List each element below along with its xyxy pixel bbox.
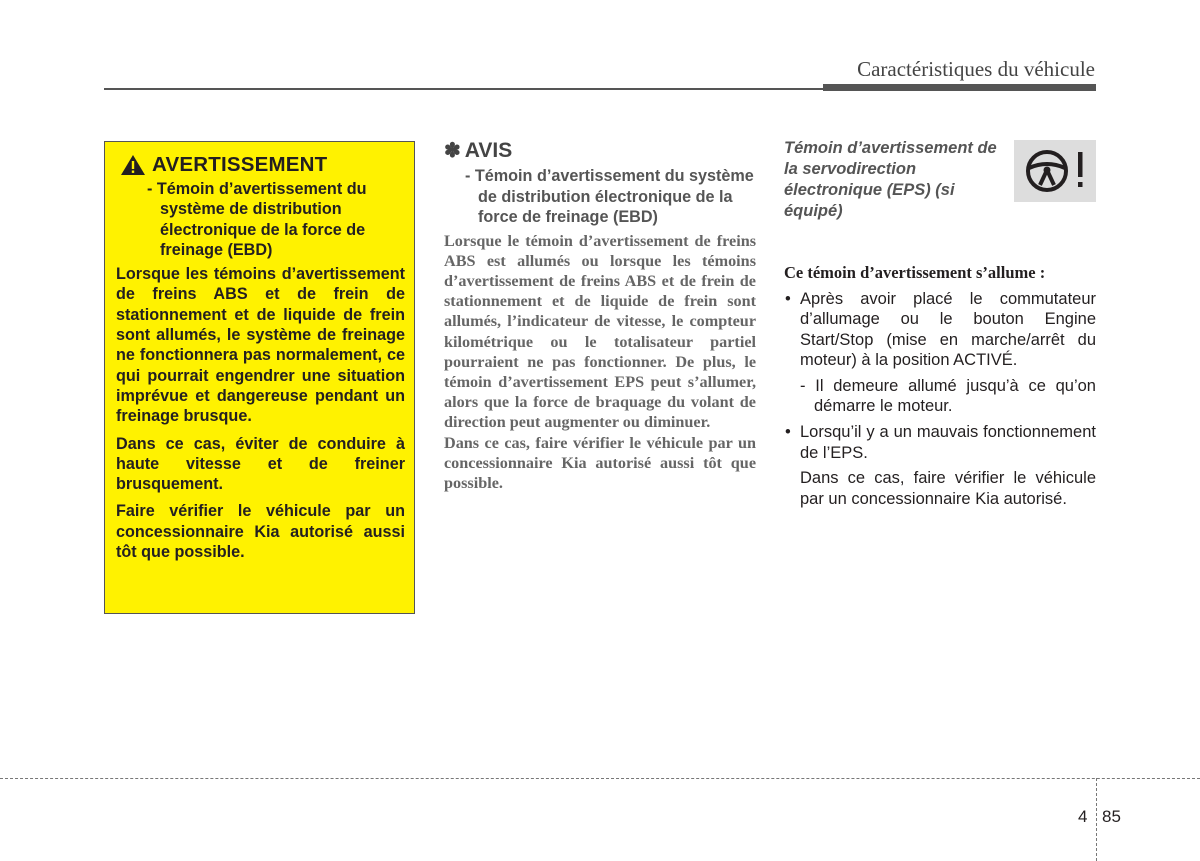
avis-title: AVIS — [464, 138, 513, 162]
warning-paragraph: Faire vérifier le véhicule par un concessionnaire Kia autorisé aussi tôt que possible. — [116, 502, 405, 562]
header-rule-accent — [823, 84, 1096, 91]
footer-rule — [0, 778, 1200, 779]
allume-label: Ce témoin d’avertissement s’allume : — [784, 263, 1046, 282]
warning-subtitle: - Témoin d’avertissement du système de distribution électronique de la force de freinage (EBD) — [147, 180, 367, 259]
warning-box — [104, 141, 415, 614]
avis-heading — [444, 138, 756, 163]
list-item — [784, 289, 1096, 371]
footer-divider — [1096, 778, 1097, 861]
avis-paragraph: Lorsque le témoin d’avertissement de freins ABS est allumés ou lorsque les témoins d’avertissement de freins ABS et de frein de stationnement et de liquide de frein sont allumés, l’indicateur de vitesse, le compteur kilométrique ou le totalisateur partiel pourraient ne pas fonctionner. De plus, le témoin d’avertissement EPS peut s’allumer, alors que la force de braquage du volant de direction peut augmenter ou diminuer. — [444, 231, 756, 432]
avis-paragraph: Dans ce cas, faire vérifier le véhicule par un concessionnaire Kia autorisé aussi tôt que possible. — [444, 433, 756, 492]
bullet-icon: • — [785, 423, 791, 442]
list-item-text: Après avoir placé le commutateur d’allumage ou le bouton Engine Start/Stop (mise en marche/arrêt du moteur) à la position ACTIVÉ. — [800, 290, 1096, 370]
list-item-paragraph: Dans ce cas, faire vérifier le véhicule par un concessionnaire Kia autorisé. — [800, 469, 1096, 508]
warning-paragraph: Lorsque les témoins d’avertissement de freins ABS et de frein de stationnement et de liquide de frein sont allumés, le système de freinage ne fonctionnera pas normalement, ce qui pourrait engendrer une situation imprévue et dangereuse pendant un freinage brusque. — [116, 265, 405, 426]
chapter-number: 4 — [1078, 807, 1088, 826]
list-item-text: Lorsqu’il y a un mauvais fonctionnement de l’EPS. — [800, 423, 1096, 462]
page-number: 85 — [1102, 807, 1121, 826]
list-item — [784, 422, 1096, 463]
avis-subtitle: - Témoin d’avertissement du système de distribution électronique de la force de freinage (EBD) — [465, 167, 754, 226]
list-subitem: - Il demeure allumé jusqu’à ce qu’on démarre le moteur. — [800, 376, 1096, 416]
steering-wheel-warning-icon — [1014, 140, 1096, 202]
warning-heading — [116, 154, 405, 176]
bullet-icon: • — [785, 290, 791, 308]
page-header-title: Caractéristiques du véhicule — [857, 57, 1095, 81]
warning-paragraph: Dans ce cas, éviter de conduire à haute vitesse et de freiner brusquement. — [116, 434, 405, 494]
avis-section — [444, 138, 756, 493]
asterisk-icon: ✽ — [444, 140, 461, 162]
eps-section — [784, 138, 1096, 509]
eps-heading: Témoin d’avertissement de la servodirection électronique (EPS) (si équipé) — [784, 139, 997, 220]
warning-title: AVERTISSEMENT — [152, 152, 328, 176]
warning-triangle-icon — [120, 154, 146, 176]
